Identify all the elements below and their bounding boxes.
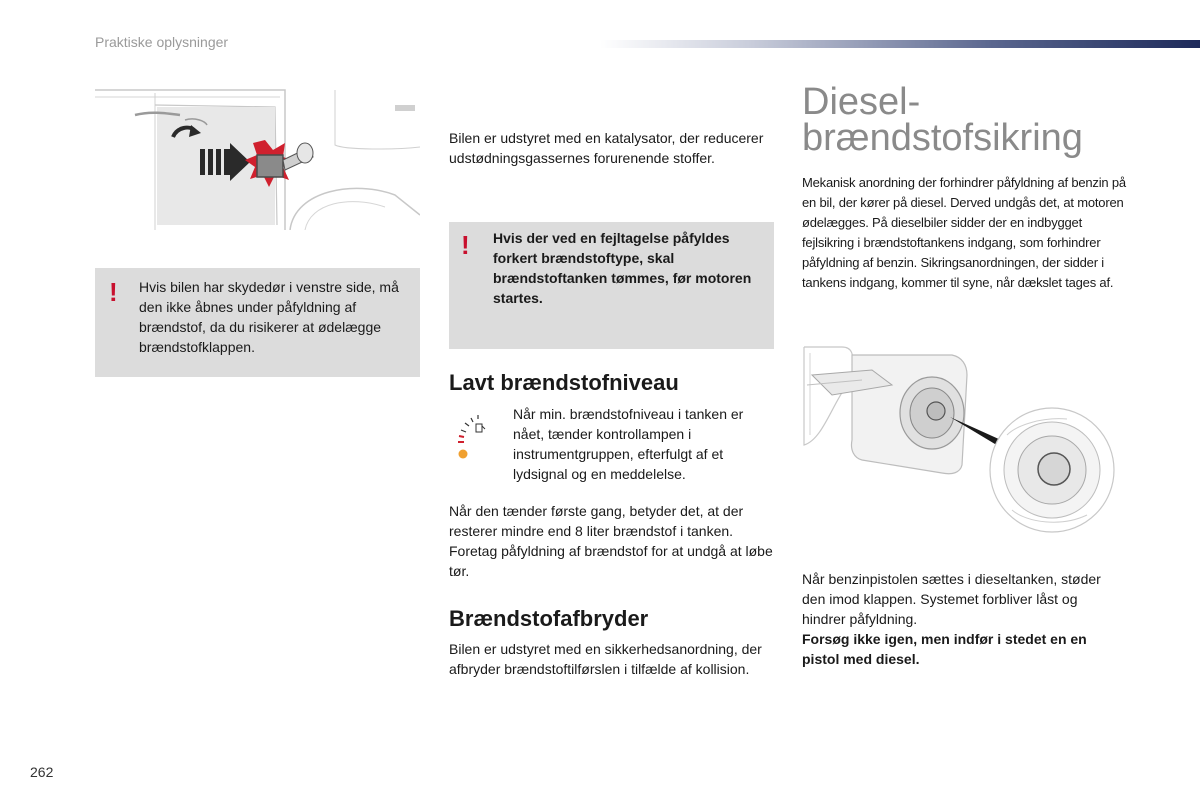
heading-fuel-cutoff: Brændstofafbryder [449,606,649,631]
warning-text-sliding-door: Hvis bilen har skydedør i venstre side, må den ikke åbnes under påfyldning af brændstof, da du risikerer at ødelægge brændstofklappen. [139,279,399,355]
fuel-flap-illustration [95,85,420,230]
catalyst-text: Bilen er udstyret med en katalysator, der reducerer udstødningsgassernes forurenende stoffer. [449,130,764,166]
section-label: Praktiske oplysninger [95,34,229,50]
warning-exclamation-icon: ! [109,277,118,307]
low-fuel-text-1: Når min. brændstofniveau i tanken er nået, tænder kontrollampen i instrumentgruppen, efterfulgt af et lydsignal og en meddelelse. [513,406,744,482]
diesel-description: Mekanisk anordning der forhindrer påfyldning af benzin på en bil, der kører på diesel. Derved undgås det, at motoren ødelægges. På dieselbiler sidder der en indbygget fejlsikring i brændstoftankens indgang, som forhindrer påfyldning af benzin. Sikringsanordningen, der sidder i tankens indgang, kommer til syne, når dækslet tages af. [802,175,1126,290]
heading-low-fuel: Lavt brændstofniveau [449,370,679,395]
page-number: 262 [30,764,54,780]
diesel-bottom-bold-text: Forsøg ikke igen, men indfør i stedet en en pistol med diesel. [802,631,1087,667]
fuel-gauge-low-icon [452,408,502,460]
header-gradient-bar [600,40,1200,48]
fuel-cutoff-text: Bilen er udstyret med en sikkerhedsanordning, der afbryder brændstoftilførslen i tilfælde af kollision. [449,641,762,677]
diesel-title-line-2: brændstofsikring [802,117,1083,159]
warning-exclamation-icon: ! [461,230,470,260]
low-fuel-text-2: Når den tænder første gang, betyder det, at der resterer mindre end 8 liter brændstof i tanken. Foretag påfyldning af brændstof for at undgå at løbe tør. [449,503,773,579]
diesel-title-line-1: Diesel- [802,81,921,123]
warning-text-wrong-fuel: Hvis der ved en fejltagelse påfyldes forkert brændstoftype, skal brændstoftanken tømmes, før motoren startes. [493,230,752,306]
diesel-bottom-text: Når benzinpistolen sættes i dieseltanken, støder den imod klappen. Systemet forbliver låst og hindrer påfyldning. [802,571,1101,627]
warning-box-wrong-fuel [449,222,774,349]
warning-box-sliding-door [95,268,420,377]
diesel-filler-illustration [802,345,1122,545]
